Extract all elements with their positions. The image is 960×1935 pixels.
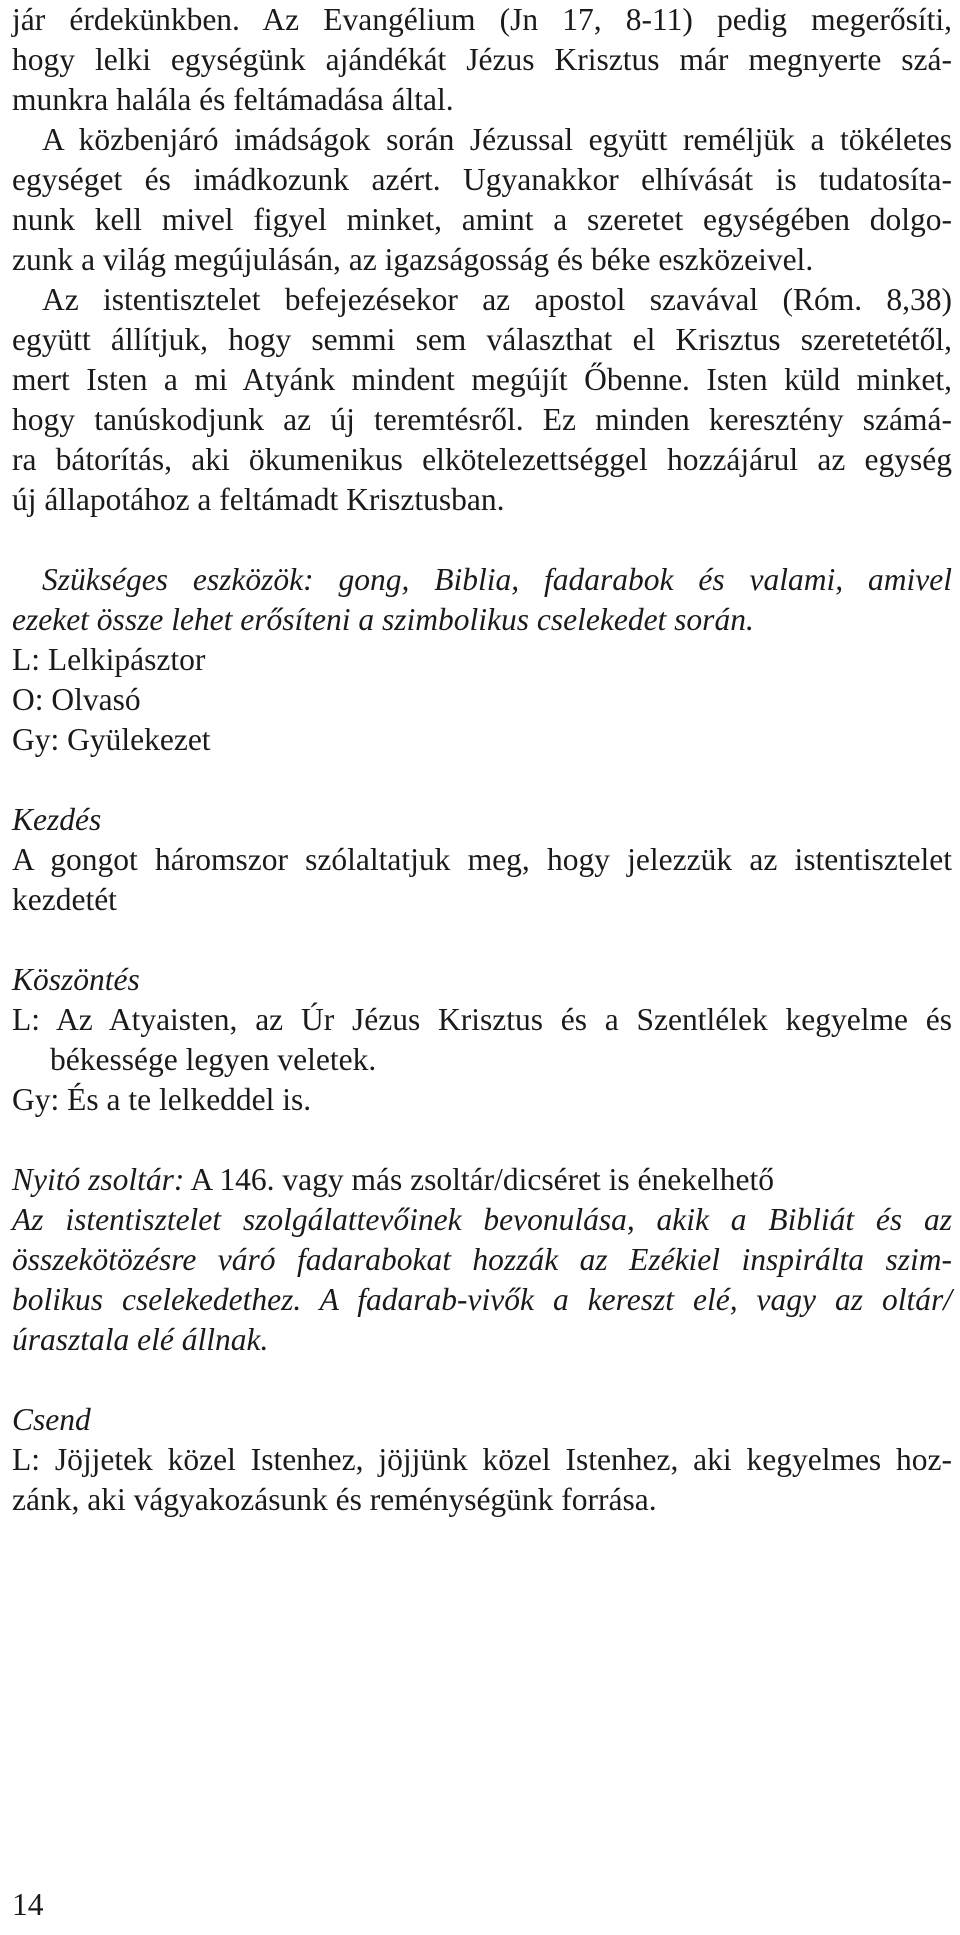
procession-line: Az istentisztelet szolgálattevőinek bevonulása, akik a Bibliát és az bbox=[12, 1202, 952, 1237]
nyito-label: Nyitó zsoltár: bbox=[12, 1162, 185, 1197]
kezdes-line: kezdetét bbox=[12, 882, 117, 917]
kezdes-line: A gongot háromszor szólaltatjuk meg, hogy jelezzük az istentisztelet bbox=[12, 842, 952, 877]
intro-line: egységet és imádkozunk azért. Ugyanakkor elhívását is tudatosíta- bbox=[12, 162, 952, 197]
intro-line: mert Isten a mi Atyánk mindent megújít Őbenne. Isten küld minket, bbox=[12, 362, 952, 397]
intro-line: hogy tanúskodjunk az új teremtésről. Ez minden keresztény számá- bbox=[12, 402, 952, 437]
kezdes-heading: Kezdés bbox=[12, 802, 102, 837]
procession-line: bolikus cselekedethez. A fadarab-vivők a kereszt elé, vagy az oltár/ bbox=[12, 1282, 952, 1317]
procession-line: összekötözésre váró fadarabokat hozzák az Ezékiel inspirálta szim- bbox=[12, 1242, 952, 1277]
nyito-line bbox=[12, 1160, 952, 1200]
csend-line: zánk, aki vágyakozásunk és reménységünk forrása. bbox=[12, 1482, 657, 1517]
koszontes-pastor-line-cont: békessége legyen veletek. bbox=[50, 1042, 377, 1077]
intro-line: együtt állítjuk, hogy semmi sem választhat el Krisztus szeretetétől, bbox=[12, 322, 952, 357]
intro-line: A közbenjáró imádságok során Jézussal együtt reméljük a tökéletes bbox=[42, 122, 952, 157]
koszontes-congregation-line: Gy: És a te lelkeddel is. bbox=[12, 1082, 312, 1117]
tools-line: ezeket össze lehet erősíteni a szimbolikus cselekedet során. bbox=[12, 602, 754, 637]
role-pastor: L: Lelkipásztor bbox=[12, 642, 206, 677]
tools-line: Szükséges eszközök: gong, Biblia, fadarabok és valami, amivel bbox=[42, 562, 952, 597]
nyito-text: A 146. vagy más zsoltár/dicséret is énekelhető bbox=[184, 1162, 774, 1197]
page-number: 14 bbox=[12, 1887, 44, 1922]
intro-line: új állapotához a feltámadt Krisztusban. bbox=[12, 482, 505, 517]
intro-line: nunk kell mivel figyel minket, amint a szeretet egységében dolgo- bbox=[12, 202, 952, 237]
csend-heading: Csend bbox=[12, 1402, 91, 1437]
role-congregation: Gy: Gyülekezet bbox=[12, 722, 211, 757]
role-reader: O: Olvasó bbox=[12, 682, 141, 717]
procession-line: úrasztala elé állnak. bbox=[12, 1322, 269, 1357]
intro-line: munkra halála és feltámadása által. bbox=[12, 82, 454, 117]
intro-line: Az istentisztelet befejezésekor az apostol szavával (Róm. 8,38) bbox=[42, 282, 952, 317]
intro-line: hogy lelki egységünk ajándékát Jézus Krisztus már megnyerte szá- bbox=[12, 42, 952, 77]
csend-line: L: Jöjjetek közel Istenhez, jöjjünk közel Istenhez, aki kegyelmes hoz- bbox=[12, 1442, 952, 1477]
intro-line: ra bátorítás, aki ökumenikus elkötelezettséggel hozzájárul az egység bbox=[12, 442, 952, 477]
intro-line: zunk a világ megújulásán, az igazságosság és béke eszközeivel. bbox=[12, 242, 814, 277]
intro-line: jár érdekünkben. Az Evangélium (Jn 17, 8-11) pedig megerősíti, bbox=[12, 2, 952, 37]
koszontes-heading: Köszöntés bbox=[12, 962, 140, 997]
koszontes-pastor-line: L: Az Atyaisten, az Úr Jézus Krisztus és a Szentlélek kegyelme és bbox=[12, 1002, 952, 1037]
